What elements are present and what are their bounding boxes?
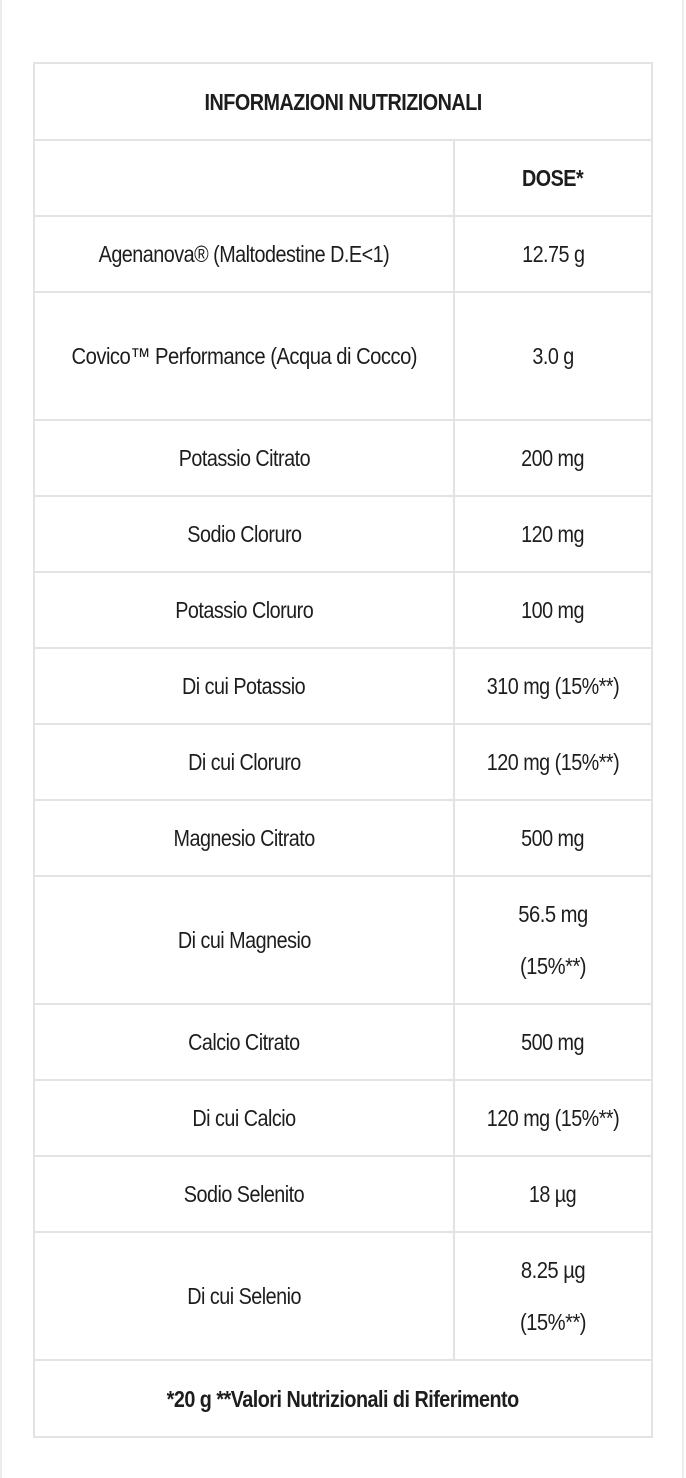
ingredient-dose — [454, 572, 652, 648]
ingredient-dose — [454, 800, 652, 876]
ingredient-dose — [454, 648, 652, 724]
ingredient-dose-text: 18 µg — [529, 1181, 577, 1207]
ingredient-dose — [454, 420, 652, 496]
ingredient-name — [34, 1004, 454, 1080]
ingredient-dose-text: 56.5 mg (15%**) — [518, 901, 588, 979]
table-row — [34, 800, 652, 876]
ingredient-dose — [454, 724, 652, 800]
table-row — [34, 216, 652, 292]
ingredient-dose — [454, 876, 652, 1004]
table-row — [34, 724, 652, 800]
table-row — [34, 1156, 652, 1232]
ingredient-name — [34, 1080, 454, 1156]
ingredient-dose-text: 310 mg (15%**) — [486, 673, 620, 699]
ingredient-dose — [454, 496, 652, 572]
table-title-text: INFORMAZIONI NUTRIZIONALI — [204, 88, 482, 115]
ingredient-name-text: Covico™ Performance (Acqua di Cocco) — [71, 343, 417, 369]
ingredient-dose-text: 200 mg — [521, 445, 585, 471]
ingredient-name — [34, 1156, 454, 1232]
header-dose-text: DOSE* — [522, 165, 584, 191]
ingredient-dose-text: 3.0 g — [532, 343, 574, 369]
ingredient-name — [34, 496, 454, 572]
table-footer-row — [34, 1360, 652, 1437]
ingredient-dose — [454, 1080, 652, 1156]
ingredient-name-text: Di cui Potassio — [182, 673, 306, 699]
ingredient-name-text: Magnesio Citrato — [173, 825, 315, 851]
ingredient-dose — [454, 1232, 652, 1360]
ingredient-dose-text: 120 mg (15%**) — [486, 749, 620, 775]
ingredient-name-text: Potassio Cloruro — [175, 597, 313, 623]
ingredient-name-text: Sodio Cloruro — [186, 521, 302, 547]
table-row — [34, 572, 652, 648]
ingredient-dose-text: 12.75 g — [521, 241, 585, 267]
nutrition-table — [33, 62, 653, 1438]
ingredient-name — [34, 572, 454, 648]
ingredient-dose — [454, 1156, 652, 1232]
ingredient-name — [34, 800, 454, 876]
ingredient-dose-text: 500 mg — [521, 825, 585, 851]
table-header-row — [34, 140, 652, 216]
ingredient-name-text: Di cui Magnesio — [177, 927, 311, 953]
ingredient-dose — [454, 216, 652, 292]
ingredient-name — [34, 724, 454, 800]
ingredient-name — [34, 648, 454, 724]
table-row — [34, 1232, 652, 1360]
ingredient-dose-text: 100 mg — [521, 597, 585, 623]
header-name-cell — [34, 140, 454, 216]
table-row — [34, 496, 652, 572]
table-footnote-text: *20 g **Valori Nutrizionali di Riferimento — [166, 1385, 520, 1412]
table-row — [34, 420, 652, 496]
ingredient-dose-text: 120 mg — [521, 521, 585, 547]
ingredient-name-text: Di cui Selenio — [187, 1283, 301, 1309]
table-row — [34, 1004, 652, 1080]
ingredient-name-text: Di cui Calcio — [192, 1105, 296, 1131]
table-title — [34, 63, 652, 140]
table-title-row — [34, 63, 652, 140]
ingredient-dose-text: 500 mg — [521, 1029, 585, 1055]
ingredient-name-text: Sodio Selenito — [183, 1181, 305, 1207]
ingredient-name — [34, 216, 454, 292]
ingredient-dose-text: 8.25 µg (15%**) — [519, 1257, 587, 1335]
ingredient-dose — [454, 292, 652, 420]
table-row — [34, 648, 652, 724]
table-footnote — [34, 1360, 652, 1437]
ingredient-name-text: Potassio Citrato — [178, 445, 310, 471]
table-row — [34, 292, 652, 420]
table-row — [34, 1080, 652, 1156]
header-dose-cell — [454, 140, 652, 216]
table-row — [34, 876, 652, 1004]
ingredient-name — [34, 1232, 454, 1360]
ingredient-name — [34, 420, 454, 496]
ingredient-name — [34, 876, 454, 1004]
ingredient-name-text: Di cui Cloruro — [187, 749, 301, 775]
ingredient-name-text: Calcio Citrato — [188, 1029, 300, 1055]
ingredient-name-text: Agenanova® (Maltodestine D.E<1) — [98, 241, 390, 267]
ingredient-name — [34, 292, 454, 420]
ingredient-dose-text: 120 mg (15%**) — [486, 1105, 620, 1131]
ingredient-dose — [454, 1004, 652, 1080]
